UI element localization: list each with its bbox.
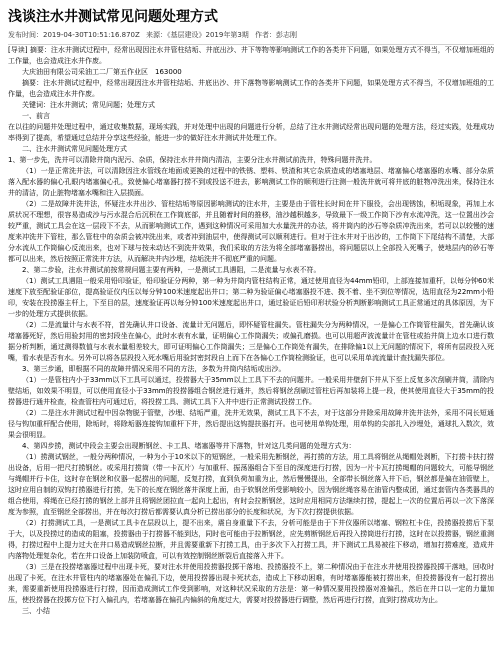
article-paragraph: 大庆油田有限公司采油工二厂第五作业区 163000 [22, 68, 182, 76]
article-body [8, 45, 494, 617]
article-paragraph: 1、第一步先，洗井可以清除井筒内泥污、杂质，保持注水井井筒内清洁，主要分注水井测试前洗井，特殊问题井洗井。 [8, 156, 377, 164]
article-source: 来源：《基层建设》2019年第3期 [146, 31, 249, 39]
article-paragraph: （2）打捞测试工具，一是测试工具卡在层段以上，提不出来，震自身重量下不去，分析可能是由于下井仪器所以堵塞、钢粒杠卡住，投捞器投捞后下泵于大，以及投捞过的造成的阻塞，投捞器由于打捞器不能到达，同时也可能由于拉断钢丝，应先剪断钢丝后再投入捞筒进行打捞，这时在以投捞器，钢丝重测得，打捞过程中上提力过大在井口易造成钢丝拉断，并且需要重新下打捞工具，由于多次下入打捞工具，井下测试工具易被往下移动，增加打捞难度，造成井内落物处理复杂化，若在井口设备上加装防喷盒，可以有效控制钢丝断裂后直接落入井下。 [8, 519, 494, 560]
article-paragraph: （1）测试工具遇阻一般采用铅印验证，铅印验证分两种，第一种为井筒内管柱结构正常，通过使用直径为44mm铅印，上部连接加重杆，以每分钟60米速度下放至配验证部位，提高验证仪内压以每分钟100米速度起出井口；第二种为验证偏心堵塞器投不进、拨不着、坐不到位等情况，选用直径为22mm小铅印，安装在投捞器主杆上，下至目的层，速度验证再以每分钟100米速度起出井口，通过验证后铅印形状验分析判断影响测试工具正常通过的具体原因，为下一步的处理方式提供依据。 [8, 277, 494, 318]
article-paragraph: 三、小结 [22, 607, 50, 615]
article-paragraph: 3、第三步通，即根据不同的故障井情况采用不同的方法，多数为井筒内结垢或出沙。 [22, 365, 286, 373]
article-paragraph: （2）二是故障井洗井法，怀疑注水井出沙、管柱结垢等原因影响测试的注水井，主要是由于管柱长时间在井下服役，会出现锈蚀，积垢现象，再加上水质状况不理想，很容易造成沙与污水混合后沉积在工作筒底部，并且随着时间的推移，油沙越积越多，导致最下一级工作筒下沙有水流冲洗，这一位置出沙会较严重，测试工具会在这一层段下不去，从而影响测试工作，遇到这种情况可采用加大水量洗井的办法，将井筒内的沙石等杂质冲洗出来，若可以以较慢的速度来冲洗井下管柱，那么管柱中的杂质会被冲洗出来，或者冲到油层中，使得测试可以顺利进行。但对于注水井对于出沙的，工作筒下下尾结构不清楚，大部分水流从工作筒偏心反流出来，也对下球与按未动达不到洗井效果，我们采取的方法为将全部堵塞器捞出，将问题层以上全部投入死嘴子，使地层内的砂石等都可以出来，然后按照正常洗井方法，从而解决井内沙埋，结垢洗井不彻底严重的问题。 [8, 200, 494, 263]
article-paragraph: （1）一是管柱内小于33mm以下工具可以通过，投捞器大于35mm以上工具下不去的问题井。一般采用井壁刮下井从下至上反复多次刮刷井筒，清除内壁结垢，如效果不明显，可以使用直径小于33mm的投捞器组合钢丝进行通井，然后将钢丝刮刷过管柱后再加装将上提一段，使其使用直径大于35mm的投捞器进行通井检查，检查管柱内可通过后，将投捞工具、测试工具下入井中进行正常测试投捞工作。 [8, 376, 494, 406]
article-paragraph: 在以往的问题井处理过程中，通过收集数据，现场实践，并对处理中出现的问题进行分析，总结了注水井测试经常出现问题的处理方法，经过实践，处理成功率得到了提高，希望通过总结并分享这些经验，能进一步的做好注水井测试井处理工作。 [8, 123, 494, 142]
article-paragraph: 摘要：注水井测试过程中，经常出现因注水井管柱结垢、井底出沙、井下落物等影响测试工作的各类井下问题，如果处理方式不得当，不仅增加班组的工作量，也会造成注水井作废。 [8, 79, 494, 98]
article-paragraph: （2）二是注水井测试过程中因杂物脱于管壁，沙埋、结垢严重，洗井无效果，测试工具下不去，对于这部分井除采用故障井洗井法外，采用不同长短通径与钩加重杆配合使用，除垢时，将除垢器连接钩加重杆下井，然后提出这钩提扶器打开。也可使用单钩处理，用单钩的尖部扎入沙埋处，通球扎入数次，效果会很明显。 [8, 409, 494, 439]
article-paragraph: 4、第四步捞，测试中段会主要会出现断钢丝、卡工具、堵塞器等井下落物，针对这几类问题的处理方式为： [22, 442, 356, 450]
article-title: 浅谈注水井测试常见问题处理方式 [8, 9, 218, 25]
article-paragraph: （3）三是在投捞堵塞器过程中出现卡死，要对注水井使用投捞器投掷干落地、投捞器投不上，第二种情况由于在注水井使用投捞器投掷干落地，回收时出现了卡死，在注水井管柱内的堵塞器处在偏孔下边，使用投捞器出现卡死状态，造成上下移动困难，有时堵塞器能被打捞出来，但投捞器没有一起打捞出来，需要重新使用投捞器进行打捞，因而造成测试工作受到影响，对这种状况采取的方法是：第一种情况要用投捞器对准偏孔，然后在井口以一定的力量加压，使投捞器在投掷方位下打入偏孔内，若堵塞器在偏孔内偏斜的角度过大，需要对投捞器进行调整，然后再进行打捞，直到打捞成功为止。 [8, 563, 494, 604]
article-author: 作者：彭志刚 [255, 31, 298, 39]
article-paragraph: [导读] 摘要：注水井测试过程中，经常出现因注水井管柱结垢、井底出沙、井下等物等影响测试工作的各类井下问题，如果处理方式不得当，不仅增加班组的工作量，也会造成注水井作废。 [8, 46, 494, 65]
article-paragraph: 一、前言 [22, 112, 50, 120]
article-paragraph: 关键词：注水井测试；常见问题；处理方式 [22, 101, 155, 109]
article-paragraph: （1）一是正常洗井法，可以清除因注水管线在地面或更换的过程中的铁锈、塑料、铁渣和其它杂质造成的堵塞地层、堵塞偏心堵塞器的水嘴、部分杂质落入配水器的偏心孔眼内堵塞偏心孔，致使偏心堵塞器打捞不到或投送不进去，影响测试工作的顺利进行注测一般洗井就可将井底的脏物冲洗出来，保持注水井的清洁，防止脏物堵塞水嘴和注入层损面。 [8, 167, 494, 197]
article-paragraph: （2）二是流量计与水表不符，首先确认井口设备、流量计无问题后，即怀疑管柱漏失。管柱漏失分为两种情况，一是偏心工作筒管柱漏失，首先确认该堵塞器死好，然后用验封用的密封段坐在偏心，此时水表有水量，证明偏心工作筒漏失；或偏孔磨损。也可以用超声波流量计在管柱或抬井筒上边水口进行数据分析判断，通过测得数值与水表水量相差较大，即可证明偏心工作筒漏失；三是偏心工作筒处有漏失，在排除偏1以上无问题的情况下，将所有层段投入死嘴，看水表是否有水。另外可以将各层段投入死水嘴后用验封密封段自上而下在各偏心工作筒检测验证，也可以采用单流流量计查找漏失部位。 [8, 321, 494, 362]
article-paragraph: 2、第二步验，注水井测试前按常规问题主要有两种，一是测试工具遇阻，二是流量与水表不符。 [22, 266, 321, 274]
publish-time: 发布时间：2019-04-30T10:51:16.870Z [8, 31, 140, 39]
article-meta [8, 30, 494, 45]
article-paragraph: 二、注水井测试常见问题处理方式 [22, 145, 127, 153]
article-paragraph: （1）捞测试钢丝，一般分两种情况，一种为小于10米以下的短钢丝，一般采用先断钢丝，再打捞的方法，用工具将钢丝从绳帽处剥断，下打捞卡扶打捞出设备，后用一把尺打捞钢丝。或采用打捞筒（带一卡瓦片）与加重杆、振荡器组合下至目的深度进行打捞，因为一片卡瓦打捞绳帽的问题较大，可能导钢丝与绳帽并行卡住，这时存在钢丝和仪器一起捞出的问题，反复打捞，直到负荷加重为止，然后慢慢提出，全部带长钢丝落入井下后，钢丝都是偏在油管壁上，这时应用自制的双钩打捞器进行打捞，先下的长度在钢丝落井深度上面，由于软钢丝所受影响较小，因为钢丝绳容易在油管内整成团，通过套管内各类器具的组合使用，将绳在已经打捞的钢丝上部并且将钢丝团拉直一起向上起出，有时会拉断钢丝，这时应用相同方法继续打捞，提起上一次的位置后再以一次下落深度为参照，直至钢丝全部捞出，并在每次打捞后都需要认真分析已捞出部分的长度和状况，为下次打捞提供依据。 [8, 453, 494, 516]
